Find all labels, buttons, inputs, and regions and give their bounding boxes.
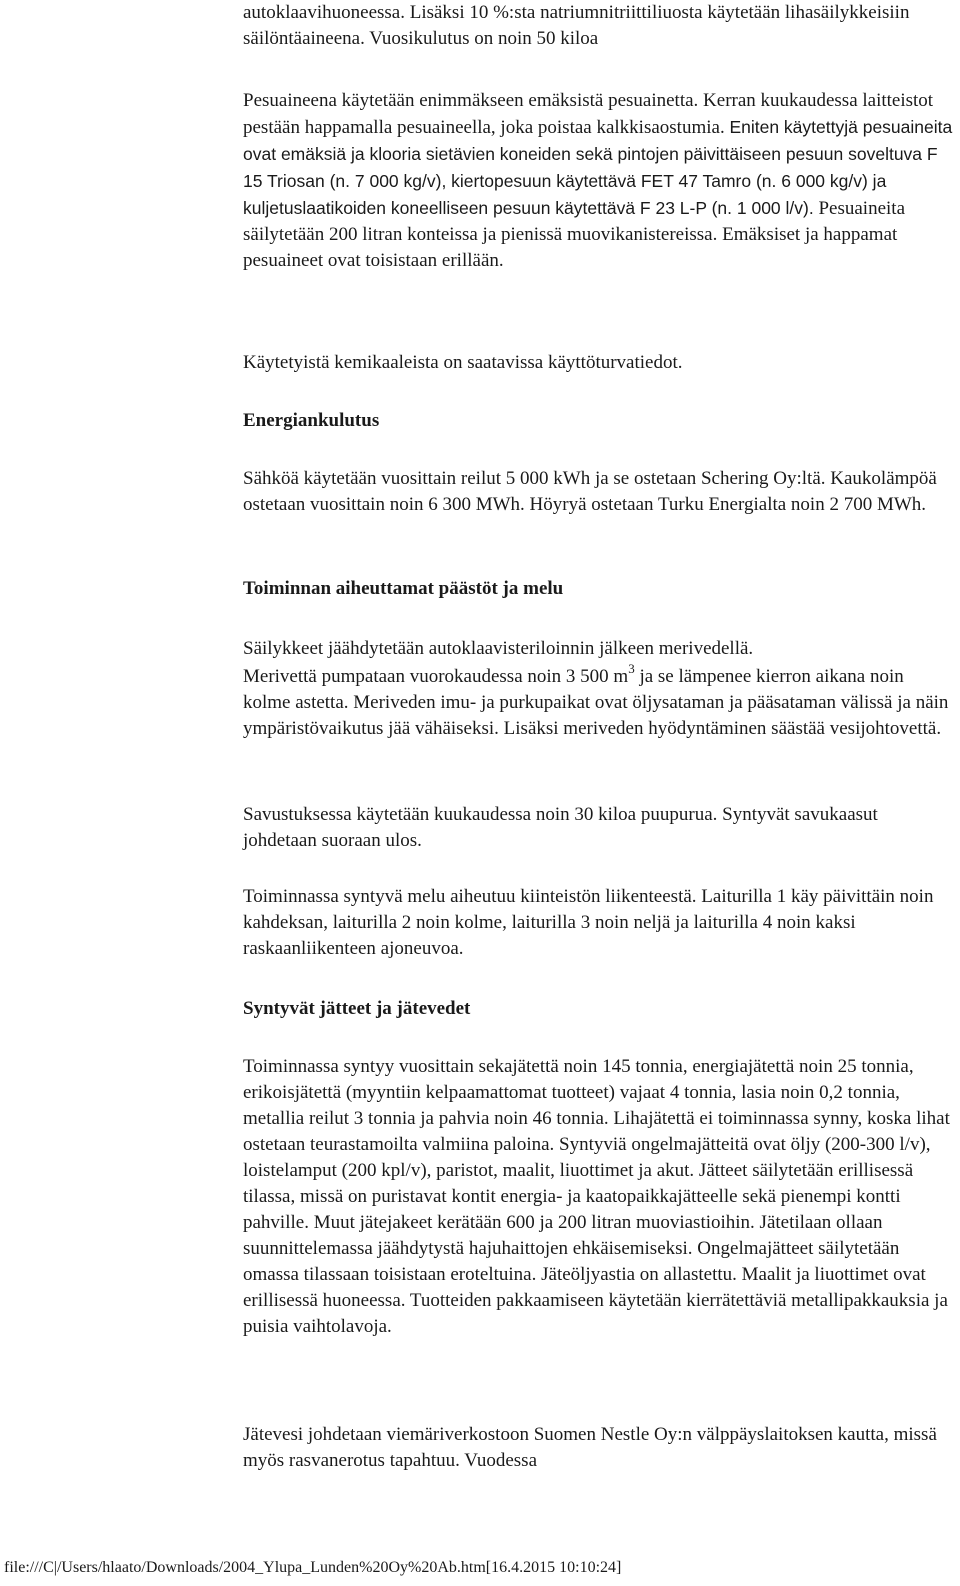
detergent-intro: Pesuaineena käytetään enimmäkseen emäksistä pesuainetta. Kerran kuukaudessa laitteistot pestään happamalla pesuaineella, joka poistaa kalkkisaostumia.	[243, 90, 934, 138]
paragraph-wastewater: Jätevesi johdetaan viemäriverkostoon Suomen Nestle Oy:n välppäyslaitoksen kautta, missä myös rasvanerotus tapahtuu. Vuodessa	[243, 1424, 937, 1471]
paragraph-waste: Toiminnassa syntyy vuosittain sekajätettä noin 145 tonnia, energiajätettä noin 25 tonnia, erikoisjätettä (myyntiin kelpaamattomat tuotteet) vajaat 4 tonnia, lasia noin 0,2 tonnia, metallia reilut 3 tonnia ja pahvia noin 46 tonnia. Lihajätettä ei toiminnassa synny, koska lihat ostetaan teurastamoilta valmiina paloina. Syntyviä ongelmajätteitä ovat öljy (200-300 l/v), loistelamput (200 kpl/v), paristot, maalit, liuottimet ja akut. Jätteet säilytetään erillisessä tilassa, missä on puristavat kontit energia- ja kaatopaikkajätteelle sekä pienempi kontti pahville. Muut jätejakeet kerätään 600 ja 200 litran muoviastioihin. Jätetilaan ollaan suunnittelemassa jäähdytystä hajuhaittojen ehkäisemiseksi. Ongelmajätteet säilytetään omassa tilassaan toisistaan eroteltuina. Jäteöljyastia on allastettu. Maalit ja liuottimet ovat erillisessä huoneessa. Tuotteiden pakkaamiseen käytetään kierrätettäviä metallipakkauksia ja puisia vaihtolavoja.	[243, 1056, 950, 1337]
paragraph-safety-data: Käytetyistä kemikaaleista on saatavissa käyttöturvatiedot.	[243, 352, 683, 373]
paragraph-seawater	[243, 660, 955, 742]
paragraph-cooling: Säilykkeet jäähdytetään autoklaavisteriloinnin jälkeen merivedellä.	[243, 638, 754, 659]
paragraph-energy: Sähköä käytetään vuosittain reilut 5 000 kWh ja se ostetaan Schering Oy:ltä. Kaukolämpöä ostetaan vuosittain noin 6 300 MWh. Höyryä ostetaan Turku Energialta noin 2 700 MWh.	[243, 468, 937, 515]
footer-url: file:///C|/Users/hlaato/Downloads/2004_Ylupa_Lunden%20Oy%20Ab.htm[16.4.2015 10:10:24]	[4, 1559, 622, 1576]
detergent-storage: Pesuaineita säilytetään 200 litran konteissa ja pienissä muovikanistereissa. Emäksiset ja happamat pesuaineet ovat toisistaan erillään.	[243, 198, 905, 271]
cubic-superscript: 3	[628, 660, 635, 676]
detergent-products: Eniten käytettyjä pesuaineita ovat emäksiä ja klooria sietävien koneiden sekä pintojen päivittäiseen pesuun soveltuva F 15 Triosan (n. 7 000 kg/v), kiertopesuun käytettävä FET 47 Tamro (n. 6 000 kg/v) ja kuljetuslaatikoiden koneelliseen pesuun käytettävä F 23 L-P (n. 1 000 l/v).	[243, 117, 953, 218]
paragraph-smoking: Savustuksessa käytetään kuukaudessa noin 30 kiloa puupurua. Syntyvät savukaasut johdetaan suoraan ulos.	[243, 804, 878, 851]
seawater-text-a: Merivettä pumpataan vuorokaudessa noin 3 500 m	[243, 666, 629, 687]
paragraph-noise: Toiminnassa syntyvä melu aiheutuu kiinteistön liikenteestä. Laiturilla 1 käy päivittäin noin kahdeksan, laiturilla 2 noin kolme, laiturilla 3 noin neljä ja laiturilla 4 noin kaksi raskaanliikenteen ajoneuvoa.	[243, 886, 934, 959]
heading-energy-consumption: Energiankulutus	[243, 410, 380, 431]
paragraph-detergents	[243, 88, 955, 274]
heading-emissions-noise: Toiminnan aiheuttamat päästöt ja melu	[243, 578, 564, 599]
heading-waste: Syntyvät jätteet ja jätevedet	[243, 998, 471, 1019]
paragraph-sodium-nitrite: autoklaavihuoneessa. Lisäksi 10 %:sta natriumnitriittiliuosta käytetään lihasäilykkeisiin säilöntäaineena. Vuosikulutus on noin 50 kiloa	[243, 2, 910, 49]
seawater-text-b: ja se lämpenee kierron aikana noin kolme astetta. Meriveden imu- ja purkupaikat ovat öljysataman ja pääsataman välissä ja näin ympäristövaikutus jää vähäiseksi. Lisäksi meriveden hyödyntäminen säästää vesijohtovettä.	[243, 666, 949, 739]
